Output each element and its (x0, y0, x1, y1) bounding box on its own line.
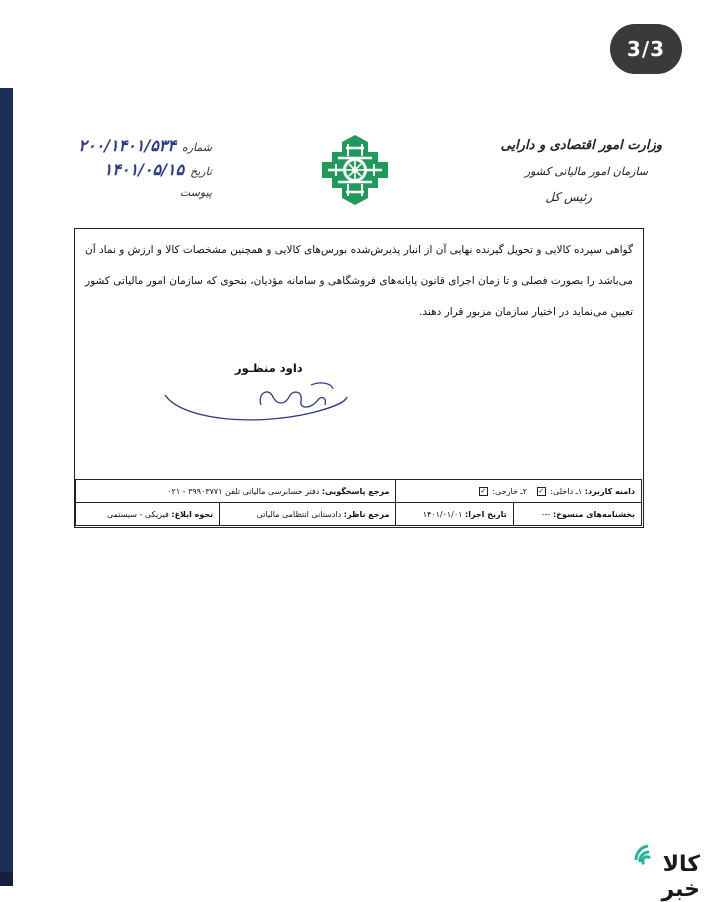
page-counter-badge (610, 24, 682, 74)
letter-meta (62, 136, 212, 208)
responder-label: مرجع پاسخگویی: (321, 486, 390, 496)
number-value: ۲۰۰/۱۴۰۱/۵۳۴ (78, 136, 176, 155)
handwritten-signature-icon (161, 375, 351, 425)
forbidden-label: بخشنامه‌های منسوخ: (553, 509, 635, 519)
letter-body-box (74, 228, 644, 528)
internal-checkbox-icon: ✓ (538, 486, 545, 495)
notify-label: نحوه ابلاغ: (171, 509, 214, 519)
supervisor-cell (220, 503, 396, 526)
meta-date-row (62, 160, 212, 184)
watermark-text: کالا خبر (661, 852, 700, 902)
blue-binder-edge (0, 88, 13, 880)
date-label: تاریخ (190, 165, 212, 178)
kalakhabar-watermark (630, 840, 700, 902)
ministry-name: وزارت امور اقتصادی و دارایی (500, 138, 662, 153)
notify-value: فیزیکی - سیستمی (106, 509, 169, 519)
circular-info-table (75, 479, 642, 526)
organization-name: سازمان امور مالیاتی کشور (524, 165, 648, 178)
scope-internal-label: ۱ـ داخلی: (550, 486, 583, 496)
responder-value: دفتر حسابرسی مالیاتی تلفن ۳۹۹۰۳۷۷۱ - ۰۲۱ (167, 486, 320, 496)
exec-date-cell (396, 503, 513, 526)
exec-date-label: تاریخ اجرا: (465, 509, 507, 519)
attachment-label: پیوست (179, 186, 212, 199)
scope-cell (396, 480, 642, 503)
info-row-1 (76, 480, 642, 503)
info-row-2 (76, 503, 642, 526)
responder-cell (76, 480, 396, 503)
scope-external-label: ۲ـ خارجی: (492, 486, 528, 496)
tax-organization-emblem-icon (318, 132, 392, 208)
external-checkbox-icon: ✓ (480, 486, 487, 495)
letterhead (482, 138, 662, 204)
binder-edge-tip (0, 872, 13, 886)
signer-name: داود منظـور (235, 361, 303, 375)
meta-attachment-row (62, 184, 212, 208)
supervisor-label: مرجع ناظر: (343, 509, 390, 519)
supervisor-value: دادستانی انتظامی مالیاتی (256, 509, 342, 519)
date-value: ۱۴۰۱/۰۵/۱۵ (103, 160, 185, 179)
page-counter-text: 3/3 (626, 37, 666, 61)
office-name: رئیس کل (545, 190, 592, 204)
meta-number-row (62, 136, 212, 160)
number-label: شماره (181, 141, 212, 154)
letter-body-text: گواهی سپرده کالایی و تحویل گیرنده نهایی آن از انبار پذیرش‌شده بورس‌های کالایی و همچنین مشخصات کالا و ارزش و نماد آن می‌باشد را بصورت فصلی و تا زمان اجرای قانون پایانه‌های فروشگاهی و سامانه مؤدیان، بنحوی که سازمان امور مالیاتی کشور تعیین می‌نماید در اختیار سازمان مزبور قرار دهند. (85, 244, 633, 318)
scope-label: دامنه کاربرد: (584, 486, 635, 496)
exec-date-value: ۱۴۰۱/۰۱/۰۱ (422, 509, 463, 519)
forbidden-value: --- (541, 509, 551, 519)
notify-cell (76, 503, 220, 526)
forbidden-cell (513, 503, 641, 526)
